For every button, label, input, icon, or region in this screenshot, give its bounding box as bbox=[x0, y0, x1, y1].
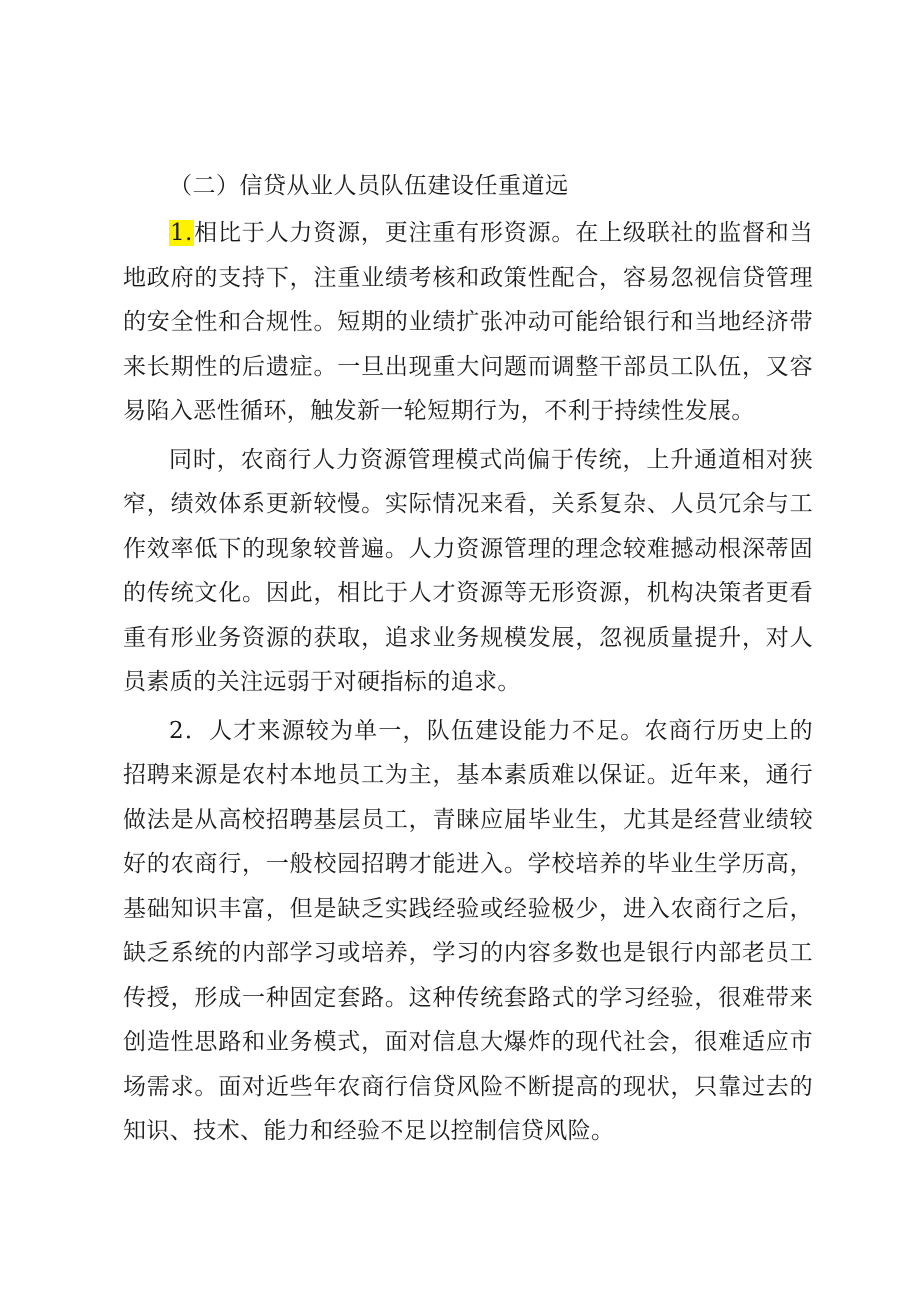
paragraph-3-text: 人才来源较为单一，队伍建设能力不足。农商行历史上的招聘来源是农村本地员工为主，基本素质难以保证。近年来，通行做法是从高校招聘基层员工，青睐应届毕业生，尤其是经营业绩较好的农商行，一般校园招聘才能进入。学校培养的毕业生学历高，基础知识丰富，但是缺乏实践经验或经验极少，进入农商行之后，缺乏系统的内部学习或培养，学习的内容多数也是银行内部老员工传授，形成一种固定套路。这种传统套路式的学习经验，很难带来创造性思路和业务模式，面对信息大爆炸的现代社会，很难适应市场需求。面对近些年农商行信贷风险不断提高的现状，只靠过去的知识、技术、能力和经验不足以控制信贷风险。 bbox=[123, 717, 813, 1144]
section-heading: （二）信贷从业人员队伍建设任重道远 bbox=[169, 173, 569, 199]
paragraph-1 bbox=[123, 211, 813, 434]
paragraph-2 bbox=[123, 438, 813, 705]
item-number: 2． bbox=[169, 717, 210, 744]
document-body bbox=[123, 168, 813, 1154]
highlighted-item-number: 1. bbox=[170, 220, 193, 246]
paragraph-3 bbox=[123, 709, 813, 1154]
paragraph-1-text: 相比于人力资源，更注重有形资源。在上级联社的监督和当地政府的支持下，注重业绩考核和政策性配合，容易忽视信贷管理的安全性和合规性。短期的业绩扩张冲动可能给银行和当地经济带来长期性的后遗症。一旦出现重大问题而调整干部员工队伍，又容易陷入恶性循环，触发新一轮短期行为，不利于持续性发展。 bbox=[123, 220, 813, 424]
paragraph-2-text: 同时，农商行人力资源管理模式尚偏于传统，上升通道相对狭窄，绩效体系更新较慢。实际情况来看，关系复杂、人员冗余与工作效率低下的现象较普遍。人力资源管理的理念较难撼动根深蒂固的传统文化。因此，相比于人才资源等无形资源，机构决策者更看重有形业务资源的获取，追求业务规模发展，忽视质量提升，对人员素质的关注远弱于对硬指标的追求。 bbox=[123, 446, 813, 695]
